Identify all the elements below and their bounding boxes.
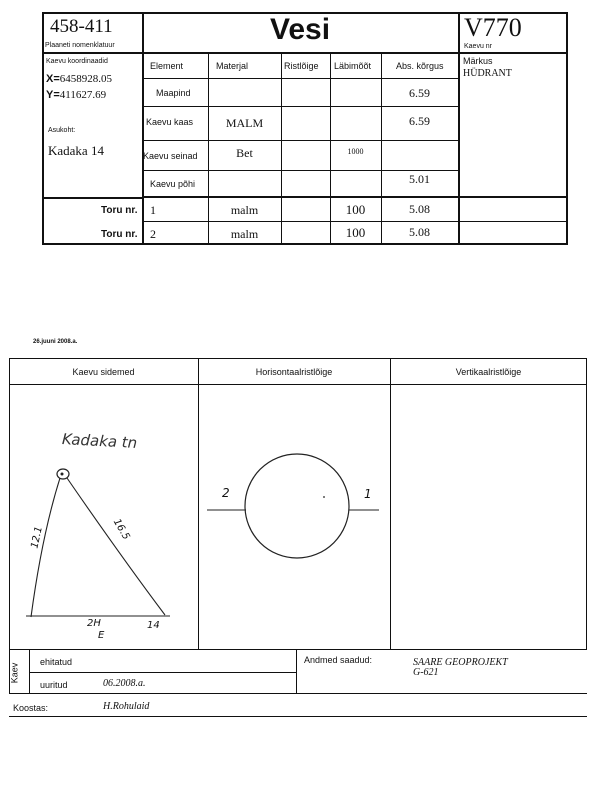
sheet-number-label: Plaaneti nomenklatuur: [45, 42, 115, 49]
source-value-1: SAARE GEOPROJEKT: [413, 657, 508, 668]
coord-y-prefix: Y=: [46, 89, 60, 101]
row-material: Bet: [236, 146, 253, 160]
remark-label: Märkus: [463, 56, 493, 66]
sketch-bottom-mark: E: [98, 630, 105, 641]
pipe-material: malm: [230, 227, 259, 241]
divider: [142, 170, 458, 171]
divider: [281, 52, 282, 245]
row-element: Maapind: [156, 88, 191, 98]
divider: [9, 716, 587, 717]
section-title-horizontal: Horisontaalristlõige: [255, 367, 333, 377]
sketch-left-measure: 12.1: [29, 525, 45, 550]
location-value: Kadaka 14: [48, 143, 104, 158]
pipe-label: Toru nr.: [101, 205, 138, 216]
row-diameter: 1000: [347, 147, 364, 156]
sketch-right-measure: 16.5: [110, 517, 132, 542]
col-header-elevation: Abs. kõrgus: [396, 61, 444, 71]
compiled-value: H.Rohulaid: [103, 701, 150, 712]
remark-value: HÜDRANT: [463, 68, 512, 79]
sheet-number: 458-411: [50, 16, 113, 37]
horizontal-cross-section: [199, 385, 389, 649]
coords-label: Kaevu koordinaadid: [46, 58, 108, 65]
pipe-left-number: 2: [222, 486, 230, 500]
divider: [142, 196, 568, 198]
sketch-bottom-left-mark: 2H: [87, 618, 101, 629]
row-material: MALM: [225, 116, 264, 130]
well-circle: [245, 454, 349, 558]
divider: [142, 78, 458, 79]
row-element: Kaevu seinad: [143, 151, 198, 161]
section-title-links: Kaevu sidemed: [72, 367, 135, 377]
pipe-label: Toru nr.: [101, 229, 138, 240]
divider: [142, 140, 458, 141]
row-elevation: 6.59: [409, 86, 430, 100]
pipe-diameter: 100: [345, 225, 366, 240]
col-header-element: Element: [150, 61, 184, 71]
divider: [296, 650, 297, 694]
sketch-bottom-right-mark: 14: [147, 620, 160, 631]
divider: [142, 221, 568, 222]
page-title: Vesi: [269, 13, 331, 46]
kaev-side-label: Kaev: [9, 662, 20, 684]
center-dot: [323, 496, 325, 498]
divider: [458, 12, 460, 245]
row-element: Kaevu põhi: [150, 179, 196, 189]
col-header-cross: Ristlõige: [284, 61, 319, 71]
pipe-number: 2: [150, 227, 156, 241]
well-id: V770: [464, 13, 522, 42]
sketch-right-line: [67, 478, 165, 615]
location-label: Asukoht:: [48, 127, 76, 134]
row-element: Kaevu kaas: [146, 117, 194, 127]
divider: [42, 52, 568, 54]
coord-x: [46, 73, 112, 85]
source-label: Andmed saadud:: [304, 655, 373, 665]
divider: [42, 197, 144, 199]
col-header-diameter: Läbimõõt: [334, 61, 372, 71]
pipe-material: malm: [230, 203, 259, 217]
pipe-elevation: 5.08: [409, 202, 430, 216]
row-elevation: 6.59: [409, 114, 430, 128]
surveyed-value: 06.2008.a.: [103, 678, 146, 689]
well-symbol-dot: [61, 473, 64, 476]
pipe-right-number: 1: [364, 487, 372, 501]
divider: [9, 693, 587, 694]
coord-y: [46, 89, 106, 101]
source-value-2: G-621: [413, 667, 439, 678]
col-header-material: Materjal: [216, 61, 249, 71]
surveyed-label: uuritud: [40, 680, 68, 690]
pipe-number: 1: [150, 203, 156, 217]
divider: [29, 672, 296, 673]
divider: [142, 106, 458, 107]
pipe-elevation: 5.08: [409, 225, 430, 239]
well-links-sketch: [10, 385, 198, 649]
row-elevation: 5.01: [409, 172, 430, 186]
pipe-diameter: 100: [345, 202, 366, 217]
sketch-street-label: Kadaka tn: [61, 430, 138, 452]
section-title-vertical: Vertikaalristlõige: [455, 367, 522, 377]
built-label: ehitatud: [40, 657, 73, 667]
divider: [390, 358, 391, 650]
well-id-label: Kaevu nr: [464, 43, 493, 50]
compiled-label: Koostas:: [13, 703, 49, 713]
coord-x-value: 6458928.05: [59, 73, 113, 85]
coord-x-prefix: X=: [46, 73, 60, 85]
coord-y-value: 411627.69: [59, 89, 107, 101]
date-line: 26.juuni 2008.a.: [33, 339, 78, 345]
